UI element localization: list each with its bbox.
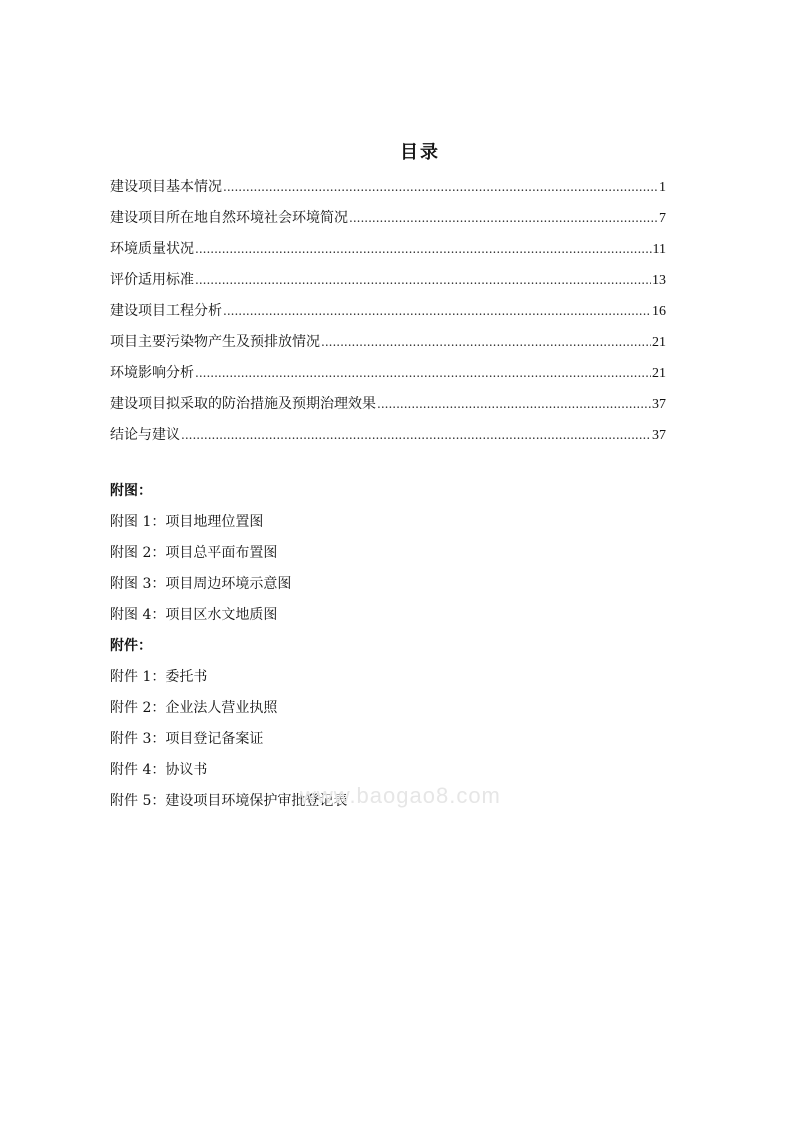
toc-entry-page: 16	[652, 304, 666, 319]
toc-entry-label: 环境质量状况	[110, 241, 194, 257]
toc-entry[interactable]	[110, 362, 666, 393]
toc-entry-label: 建设项目基本情况	[110, 179, 222, 195]
attachment-item: 附件 4：协议书	[110, 762, 208, 778]
toc-entry-page: 13	[652, 273, 666, 288]
toc-title: 目录	[400, 142, 440, 163]
attachment-item: 附件 5：建设项目环境保护审批登记表	[110, 793, 348, 809]
toc-dot-leader	[181, 424, 651, 446]
attachment-item: 附件 1：委托书	[110, 669, 208, 685]
toc-entry[interactable]	[110, 424, 666, 455]
toc-dot-leader	[195, 362, 651, 384]
toc-entry-page: 7	[659, 211, 666, 226]
toc-dot-leader	[377, 393, 651, 415]
toc-entry[interactable]	[110, 269, 666, 300]
toc-entry-label: 结论与建议	[110, 427, 180, 443]
toc-dot-leader	[223, 300, 651, 322]
toc-entry-page: 37	[652, 428, 666, 443]
attachment-item: 附件 3：项目登记备案证	[110, 731, 264, 747]
toc-entry-label: 建设项目工程分析	[110, 303, 222, 319]
attachments-heading: 附件：	[110, 638, 152, 654]
watermark: www.baogao8.com	[300, 783, 501, 808]
toc-entry[interactable]	[110, 207, 666, 238]
toc-dot-leader	[223, 176, 658, 198]
toc-dot-leader	[349, 207, 658, 229]
toc-entry-label: 评价适用标准	[110, 272, 194, 288]
toc-entry-label: 环境影响分析	[110, 365, 194, 381]
toc-dot-leader	[195, 238, 652, 260]
toc-entry-label: 项目主要污染物产生及预排放情况	[110, 334, 320, 350]
attachment-item: 附件 2：企业法人营业执照	[110, 700, 278, 716]
figure-item: 附图 3：项目周边环境示意图	[110, 576, 292, 592]
toc-entry[interactable]	[110, 393, 666, 424]
toc-entry[interactable]	[110, 238, 666, 269]
toc-dot-leader	[195, 269, 651, 291]
figure-item: 附图 1：项目地理位置图	[110, 514, 264, 530]
toc-entry[interactable]	[110, 300, 666, 331]
toc-list	[110, 176, 666, 455]
toc-entry-page: 21	[652, 366, 666, 381]
toc-entry-page: 21	[652, 335, 666, 350]
appendix-section	[110, 480, 670, 821]
toc-entry[interactable]	[110, 176, 666, 207]
toc-entry-label: 建设项目所在地自然环境社会环境简况	[110, 210, 348, 226]
figures-heading: 附图：	[110, 483, 152, 499]
toc-entry-page: 37	[652, 397, 666, 412]
toc-entry-label: 建设项目拟采取的防治措施及预期治理效果	[110, 396, 376, 412]
toc-entry-page: 11	[652, 242, 666, 257]
figure-item: 附图 2：项目总平面布置图	[110, 545, 278, 561]
toc-entry-page: 1	[659, 180, 666, 195]
toc-entry[interactable]	[110, 331, 666, 362]
figure-item: 附图 4：项目区水文地质图	[110, 607, 278, 623]
toc-dot-leader	[321, 331, 651, 353]
